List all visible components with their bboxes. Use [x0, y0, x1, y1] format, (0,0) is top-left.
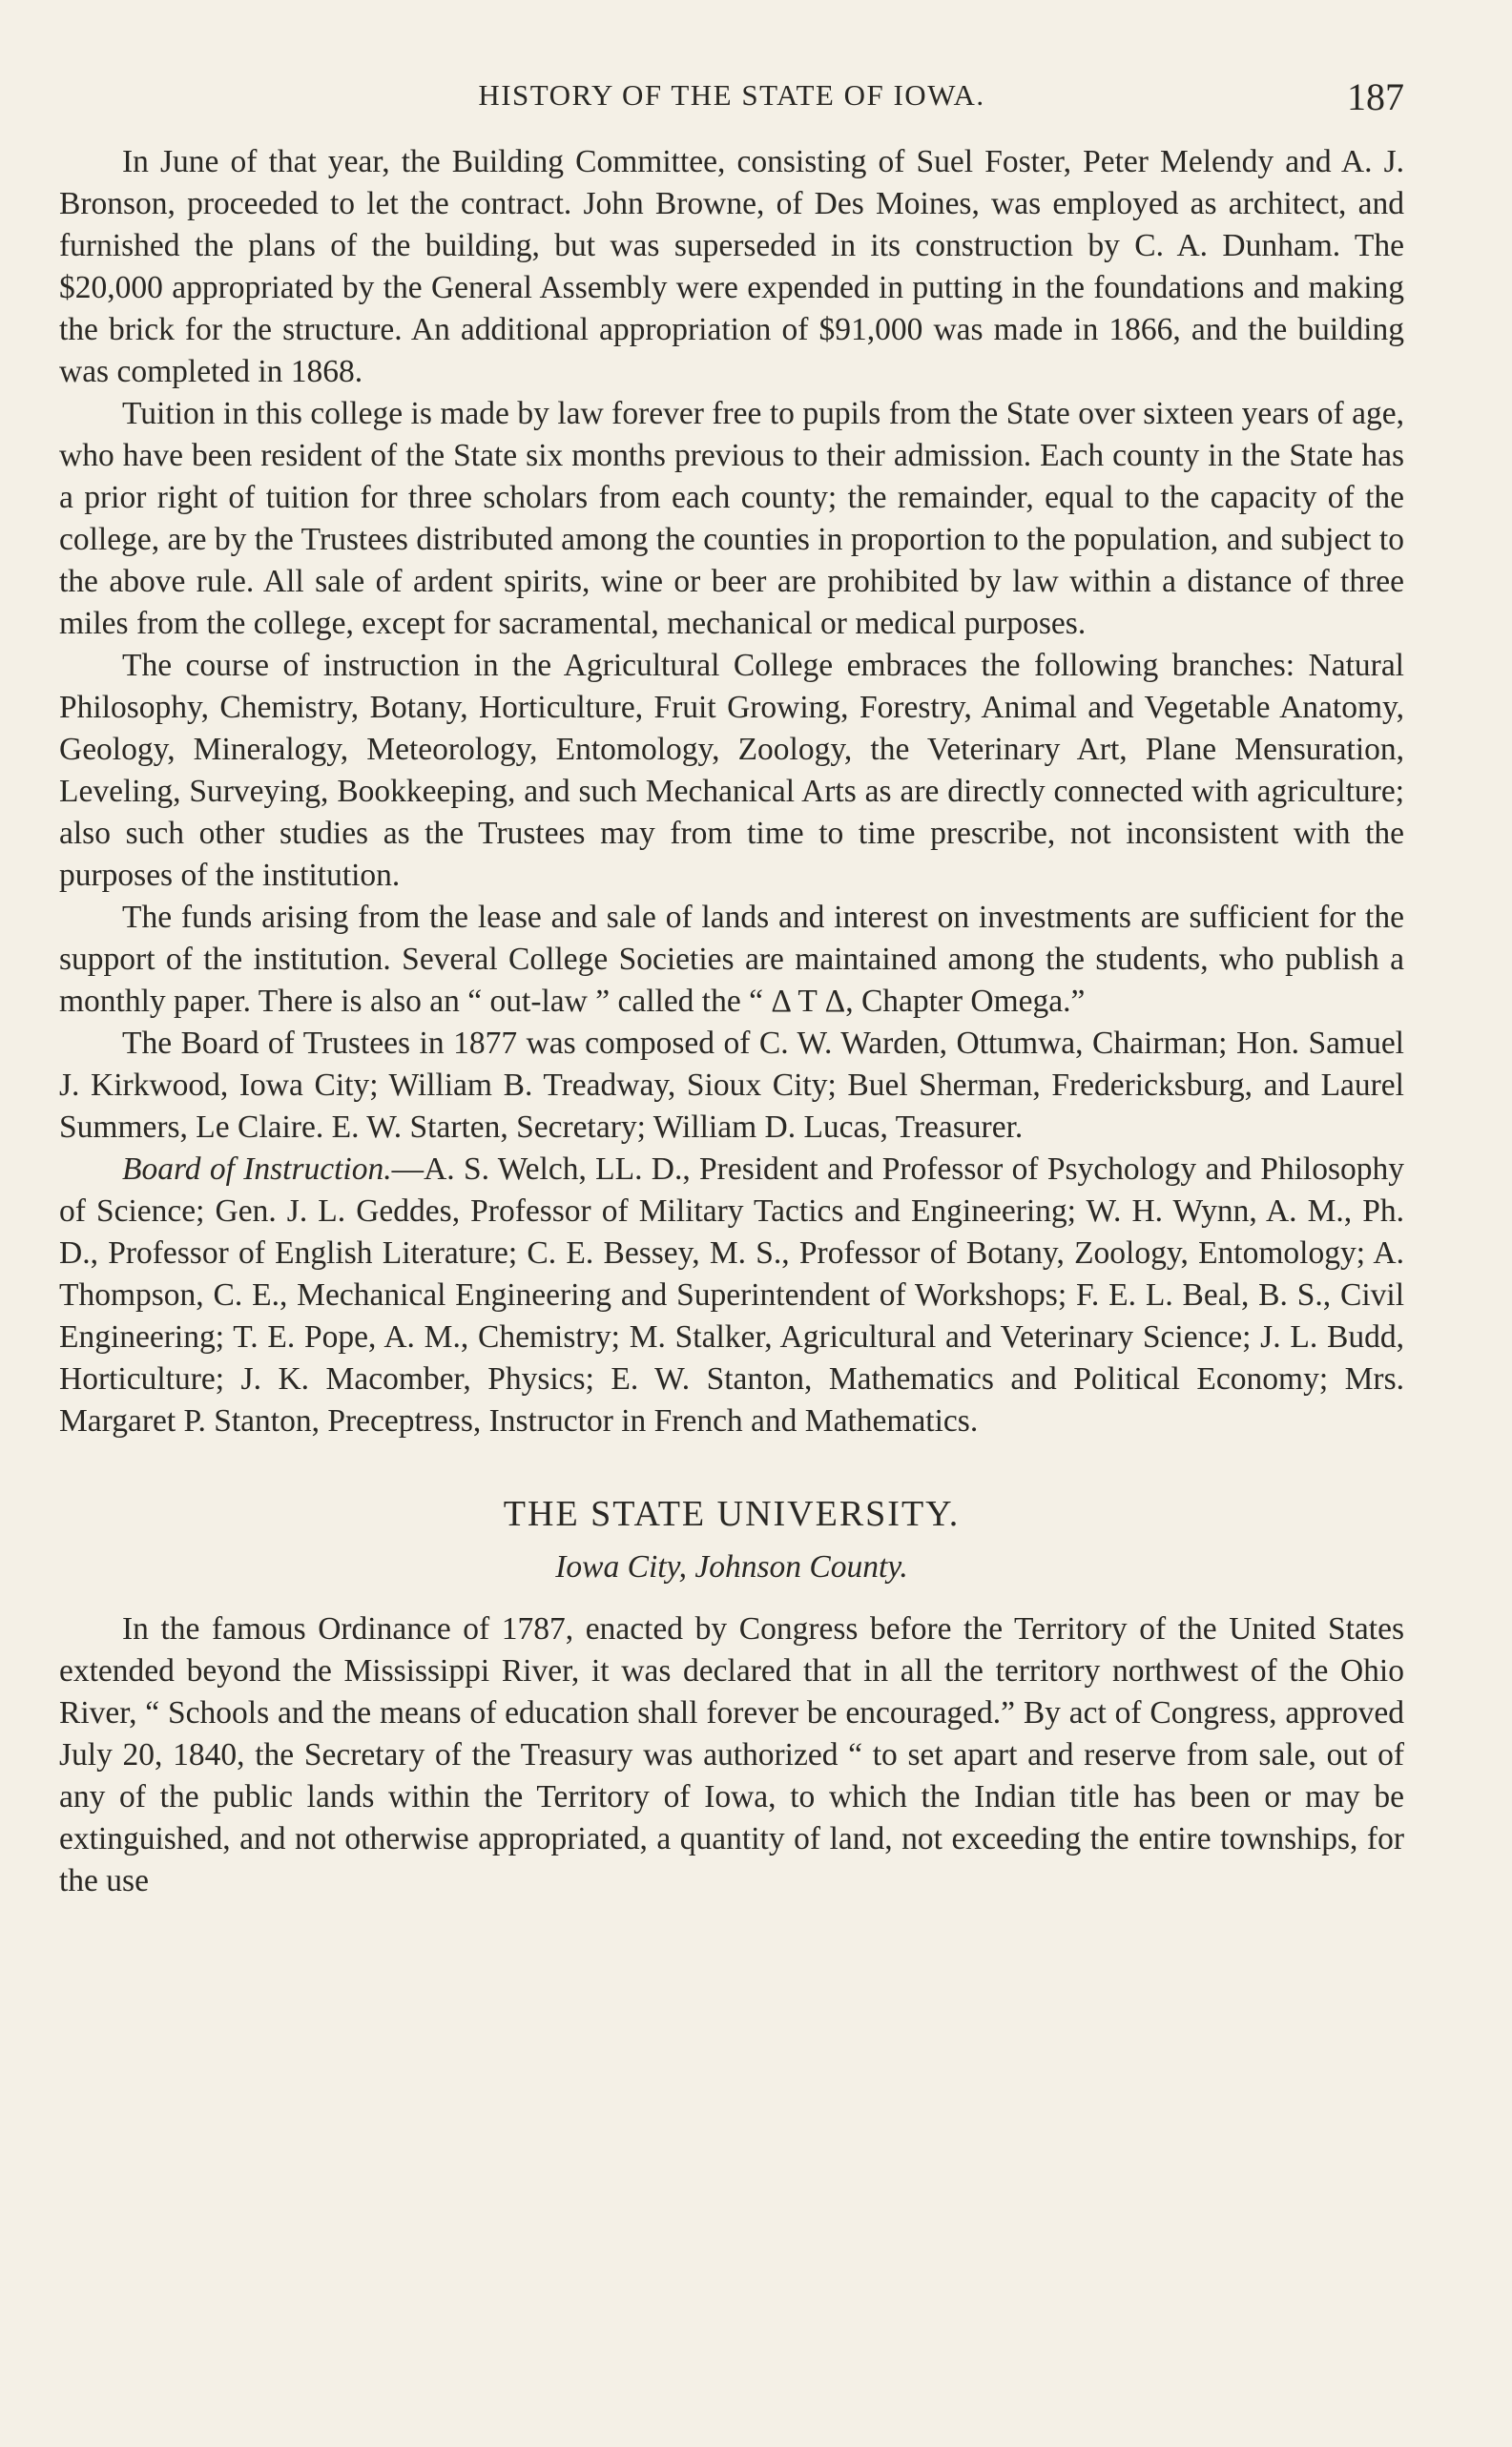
page-body	[59, 141, 1404, 1902]
section-subheading: Iowa City, Johnson County.	[555, 1549, 908, 1585]
page-header	[59, 74, 1404, 122]
running-title: HISTORY OF THE STATE OF IOWA.	[478, 78, 985, 112]
board-of-instruction-text: —A. S. Welch, LL. D., President and Professor of Psychology and Philosophy of Science; Gen. J. L. Geddes, Professor of Military Tactics and Engineering; W. H. Wynn, A. M., Ph. D., Professor of English Literature; C. E. Bessey, M. S., Professor of Botany, Zoology, Entomology; A. Thompson, C. E., Mechanical Engineering and Superintendent of Workshops; F. E. L. Beal, B. S., Civil Engineering; T. E. Pope, A. M., Chemistry; M. Stalker, Agricultural and Veterinary Science; J. L. Budd, Horticulture; J. K. Macomber, Physics; E. W. Stanton, Mathematics and Political Economy; Mrs. Margaret P. Stanton, Preceptress, Instructor in French and Mathematics.	[59, 1151, 1404, 1439]
paragraph-course-of-instruction: The course of instruction in the Agricultural College embraces the following branches: Natural Philosophy, Chemistry, Botany, Horticulture, Fruit Growing, Forestry, Animal and Vegetable Anatomy, Geology, Mineralogy, Meteorology, Entomology, Zoology, the Veterinary Art, Plane Mensuration, Leveling, Surveying, Bookkeeping, and such Mechanical Arts as are directly connected with agriculture; also such other studies as the Trustees may from time to time prescribe, not inconsistent with the purposes of the institution.	[59, 648, 1404, 893]
paragraph-board-of-instruction	[59, 1149, 1404, 1442]
paragraph-tuition: Tuition in this college is made by law forever free to pupils from the State over sixteen years of age, who have been resident of the State six months previous to their admission. Each county in the State has a prior right of tuition for three scholars from each county; the remainder, equal to the capacity of the college, are by the Trustees distributed among the counties in proportion to the population, and subject to the above rule. All sale of ardent spirits, wine or beer are prohibited by law within a distance of three miles from the college, except for sacramental, mechanical or medical purposes.	[59, 396, 1404, 641]
board-of-instruction-label: Board of Instruction.	[122, 1151, 392, 1187]
paragraph-ordinance: In the famous Ordinance of 1787, enacted by Congress before the Territory of the United States extended beyond the Mississippi River, it was declared that in all the territory northwest of the Ohio River, “ Schools and the means of education shall forever be encouraged.” By act of Congress, approved July 20, 1840, the Secretary of the Treasury was authorized “ to set apart and reserve from sale, out of any of the public lands within the Territory of Iowa, to which the Indian title has been or may be extinguished, and not otherwise appropriated, a quantity of land, not exceeding the entire townships, for the use	[59, 1611, 1404, 1898]
paragraph-funds: The funds arising from the lease and sale of lands and interest on investments are sufficient for the support of the institution. Several College Societies are maintained among the students, who publish a monthly paper. There is also an “ out-law ” called the “ Δ T Δ, Chapter Omega.”	[59, 900, 1404, 1019]
paragraph-board-of-trustees: The Board of Trustees in 1877 was composed of C. W. Warden, Ottumwa, Chairman; Hon. Samuel J. Kirkwood, Iowa City; William B. Treadway, Sioux City; Buel Sherman, Fredericksburg, and Laurel Summers, Le Claire. E. W. Starten, Secretary; William D. Lucas, Treasurer.	[59, 1026, 1404, 1145]
paragraph-building-committee: In June of that year, the Building Committee, consisting of Suel Foster, Peter Melendy and A. J. Bronson, proceeded to let the contract. John Browne, of Des Moines, was employed as architect, and furnished the plans of the building, but was superseded in its construction by C. A. Dunham. The $20,000 appropriated by the General Assembly were expended in putting in the foundations and making the brick for the structure. An additional appropriation of $91,000 was made in 1866, and the building was completed in 1868.	[59, 144, 1404, 389]
page-number: 187	[1347, 75, 1404, 118]
section-heading: THE STATE UNIVERSITY.	[503, 1494, 961, 1534]
